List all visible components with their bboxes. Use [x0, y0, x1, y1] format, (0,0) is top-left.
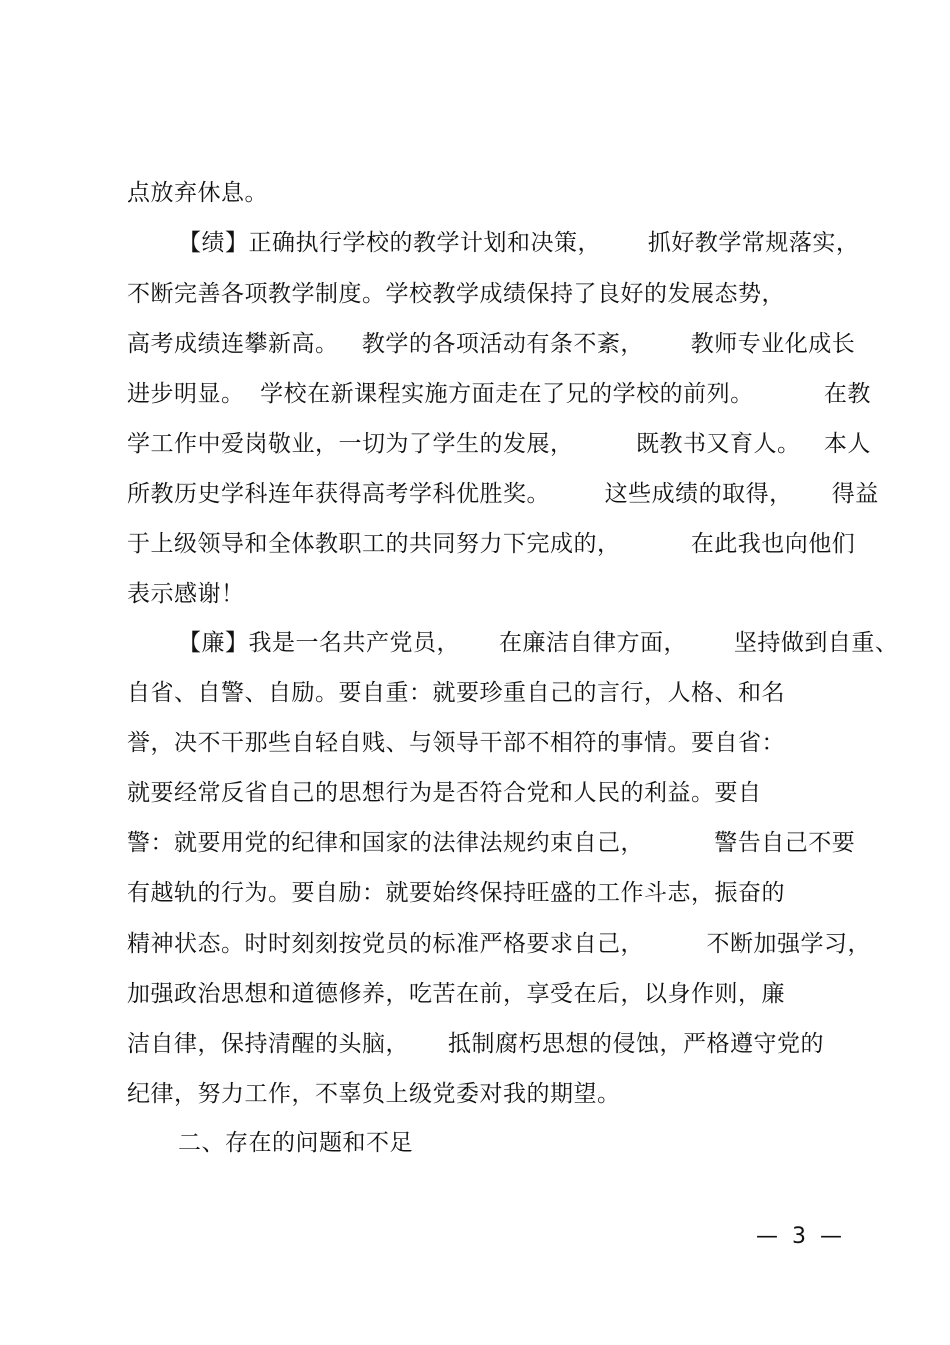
text-line: 进步明显。 学校在新课程实施方面走在了兄的学校的前列。 在教 — [127, 381, 871, 407]
text-line: 誉，决不干那些自轻自贱、与领导干部不相符的事情。要自省： — [127, 730, 785, 756]
page-number: — 3 — — [756, 1224, 842, 1249]
text-line: 【廉】我是一名共产党员， 在廉洁自律方面， 坚持做到自重、 — [178, 630, 899, 656]
text-line: 有越轨的行为。要自励：就要始终保持旺盛的工作斗志，振奋的 — [127, 880, 785, 906]
text-line: 精神状态。时时刻刻按党员的标准严格要求自己， 不断加强学习， — [127, 931, 871, 957]
section-heading: 二、存在的问题和不足 — [178, 1130, 413, 1156]
text-line: 【绩】正确执行学校的教学计划和决策， 抓好教学常规落实， — [178, 230, 860, 256]
text-line: 就要经常反省自己的思想行为是否符合党和人民的利益。要自 — [127, 780, 762, 806]
text-line: 点放弃休息。 — [127, 180, 268, 206]
text-line: 警：就要用党的纪律和国家的法律法规约束自己， 警告自己不要 — [127, 830, 856, 856]
text-line: 高考成绩连攀新高。 教学的各项活动有条不紊， 教师专业化成长 — [127, 331, 856, 357]
text-line: 所教历史学科连年获得高考学科优胜奖。 这些成绩的取得， 得益 — [127, 481, 879, 507]
text-line: 洁自律，保持清醒的头脑， 抵制腐朽思想的侵蚀，严格遵守党的 — [127, 1031, 825, 1057]
text-line: 纪律，努力工作，不辜负上级党委对我的期望。 — [127, 1081, 621, 1107]
text-line: 表示感谢！ — [127, 581, 245, 607]
text-line: 加强政治思想和道德修养，吃苦在前，享受在后，以身作则，廉 — [127, 981, 785, 1007]
text-line: 于上级领导和全体教职工的共同努力下完成的， 在此我也向他们 — [127, 531, 856, 557]
text-line: 不断完善各项教学制度。学校教学成绩保持了良好的发展态势， — [127, 281, 785, 307]
text-line: 自省、自警、自励。要自重：就要珍重自己的言行，人格、和名 — [127, 680, 785, 706]
text-line: 学工作中爱岗敬业，一切为了学生的发展， 既教书又育人。 本人 — [127, 431, 871, 457]
